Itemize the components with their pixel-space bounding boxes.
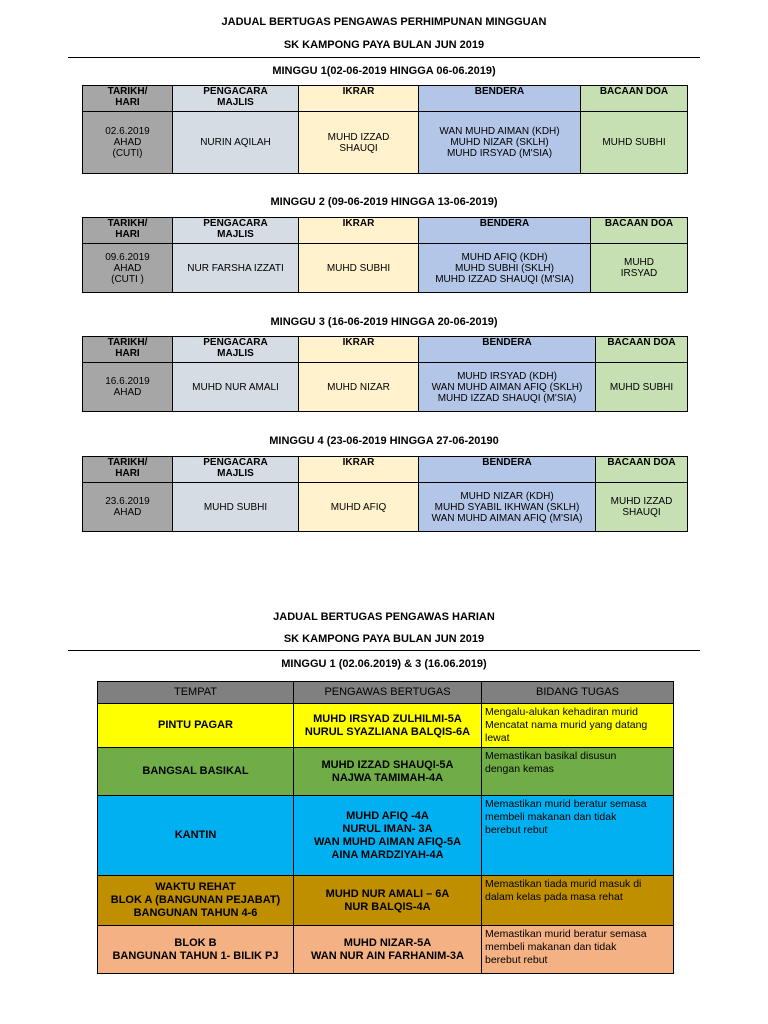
col-pengacara-header: PENGACARA MAJLIS [173, 457, 299, 483]
week1-heading: MINGGU 1(02-06-2019 HINGGA 06-06.2019) [272, 65, 496, 77]
pengawas-cell: MUHD IZZAD SHAUQI-5A NAJWA TAMIMAH-4A [294, 748, 482, 796]
daily-heading: MINGGU 1 (02.06.2019) & 3 (16.06.2019) [281, 658, 487, 670]
doa-cell: MUHD IZZAD SHAUQI [596, 483, 688, 532]
bendera-cell: WAN MUHD AIMAN (KDH) MUHD NIZAR (SKLH) MUHD IRSYAD (M'SIA) [419, 112, 581, 174]
table-row [98, 876, 674, 926]
part1-title: JADUAL BERTUGAS PENGAWAS PERHIMPUNAN MINGGUAN [221, 16, 547, 28]
pengacara-cell: NUR FARSHA IZZATI [173, 244, 299, 293]
tempat-cell: WAKTU REHAT BLOK A (BANGUNAN PEJABAT) BANGUNAN TAHUN 4-6 [98, 876, 294, 926]
col-ikrar-header: IKRAR [299, 86, 419, 112]
bendera-cell: MUHD IRSYAD (KDH) WAN MUHD AIMAN AFIQ (SKLH) MUHD IZZAD SHAUQI (M'SIA) [419, 363, 596, 412]
col-bendera-header: BENDERA [419, 218, 591, 244]
bidang-cell: Memastikan murid beratur semasa membeli makanan dan tidak berebut rebut [482, 796, 674, 876]
doa-cell: MUHD SUBHI [596, 363, 688, 412]
pengawas-cell: MUHD IRSYAD ZULHILMI-5A NURUL SYAZLIANA BALQIS-6A [294, 704, 482, 748]
col-pengacara-header: PENGACARA MAJLIS [173, 86, 299, 112]
col-tempat-header: TEMPAT [98, 682, 294, 704]
pengacara-cell: MUHD NUR AMALI [173, 363, 299, 412]
col-pengawas-header: PENGAWAS BERTUGAS [294, 682, 482, 704]
tarikh-cell: 23.6.2019 AHAD [83, 483, 173, 532]
doa-cell: MUHD SUBHI [581, 112, 688, 174]
bendera-cell: MUHD AFIQ (KDH) MUHD SUBHI (SKLH) MUHD IZZAD SHAUQI (M'SIA) [419, 244, 591, 293]
col-bidang-header: BIDANG TUGAS [482, 682, 674, 704]
bidang-cell: Memastikan basikal disusun dengan kemas [482, 748, 674, 796]
tarikh-cell: 09.6.2019 AHAD (CUTI ) [83, 244, 173, 293]
pengawas-cell: MUHD AFIQ -4A NURUL IMAN- 3A WAN MUHD AIMAN AFIQ-5A AINA MARDZIYAH-4A [294, 796, 482, 876]
table-row [98, 926, 674, 974]
ikrar-cell: MUHD AFIQ [299, 483, 419, 532]
tempat-cell: PINTU PAGAR [98, 704, 294, 748]
table-row [98, 704, 674, 748]
part1-divider [68, 57, 700, 58]
ikrar-cell: MUHD IZZAD SHAUQI [299, 112, 419, 174]
week1-table [82, 85, 688, 174]
pengawas-cell: MUHD NIZAR-5A WAN NUR AIN FARHANIM-3A [294, 926, 482, 974]
table-row [98, 796, 674, 876]
bidang-cell: Memastikan murid beratur semasa membeli makanan dan tidak berebut rebut [482, 926, 674, 974]
pengacara-cell: MUHD SUBHI [173, 483, 299, 532]
tempat-cell: BANGSAL BASIKAL [98, 748, 294, 796]
col-doa-header: BACAAN DOA [581, 86, 688, 112]
ikrar-cell: MUHD NIZAR [299, 363, 419, 412]
part2-divider [68, 650, 700, 651]
week4-heading: MINGGU 4 (23-06-2019 HINGGA 27-06-20190 [269, 435, 499, 447]
col-doa-header: BACAAN DOA [596, 337, 688, 363]
week4-table [82, 456, 688, 532]
week3-table [82, 336, 688, 412]
tarikh-cell: 02.6.2019 AHAD (CUTI) [83, 112, 173, 174]
doa-cell: MUHD IRSYAD [591, 244, 688, 293]
col-pengacara-header: PENGACARA MAJLIS [173, 218, 299, 244]
tempat-cell: KANTIN [98, 796, 294, 876]
col-ikrar-header: IKRAR [299, 337, 419, 363]
col-bendera-header: BENDERA [419, 86, 581, 112]
col-bendera-header: BENDERA [419, 337, 596, 363]
bidang-cell: Memastikan tiada murid masuk di dalam kelas pada masa rehat [482, 876, 674, 926]
week2-table [82, 217, 688, 293]
tarikh-cell: 16.6.2019 AHAD [83, 363, 173, 412]
part2-title: JADUAL BERTUGAS PENGAWAS HARIAN [273, 611, 495, 623]
bendera-cell: MUHD NIZAR (KDH) MUHD SYABIL IKHWAN (SKLH) WAN MUHD AIMAN AFIQ (M'SIA) [419, 483, 596, 532]
col-bendera-header: BENDERA [419, 457, 596, 483]
table-row [98, 748, 674, 796]
tempat-cell: BLOK B BANGUNAN TAHUN 1- BILIK PJ [98, 926, 294, 974]
col-ikrar-header: IKRAR [299, 218, 419, 244]
col-ikrar-header: IKRAR [299, 457, 419, 483]
col-doa-header: BACAAN DOA [596, 457, 688, 483]
pengawas-cell: MUHD NUR AMALI – 6A NUR BALQIS-4A [294, 876, 482, 926]
part1-subtitle: SK KAMPONG PAYA BULAN JUN 2019 [283, 39, 485, 51]
col-tarikh-header: TARIKH/ HARI [83, 86, 173, 112]
col-tarikh-header: TARIKH/ HARI [83, 218, 173, 244]
week3-heading: MINGGU 3 (16-06-2019 HINGGA 20-06-2019) [270, 316, 498, 328]
week2-heading: MINGGU 2 (09-06-2019 HINGGA 13-06-2019) [270, 196, 498, 208]
col-pengacara-header: PENGACARA MAJLIS [173, 337, 299, 363]
part2-subtitle: SK KAMPONG PAYA BULAN JUN 2019 [283, 633, 485, 645]
col-tarikh-header: TARIKH/ HARI [83, 457, 173, 483]
col-tarikh-header: TARIKH/ HARI [83, 337, 173, 363]
daily-duty-table [97, 681, 674, 974]
col-doa-header: BACAAN DOA [591, 218, 688, 244]
pengacara-cell: NURIN AQILAH [173, 112, 299, 174]
bidang-cell: Mengalu-alukan kehadiran murid Mencatat nama murid yang datang lewat [482, 704, 674, 748]
ikrar-cell: MUHD SUBHI [299, 244, 419, 293]
